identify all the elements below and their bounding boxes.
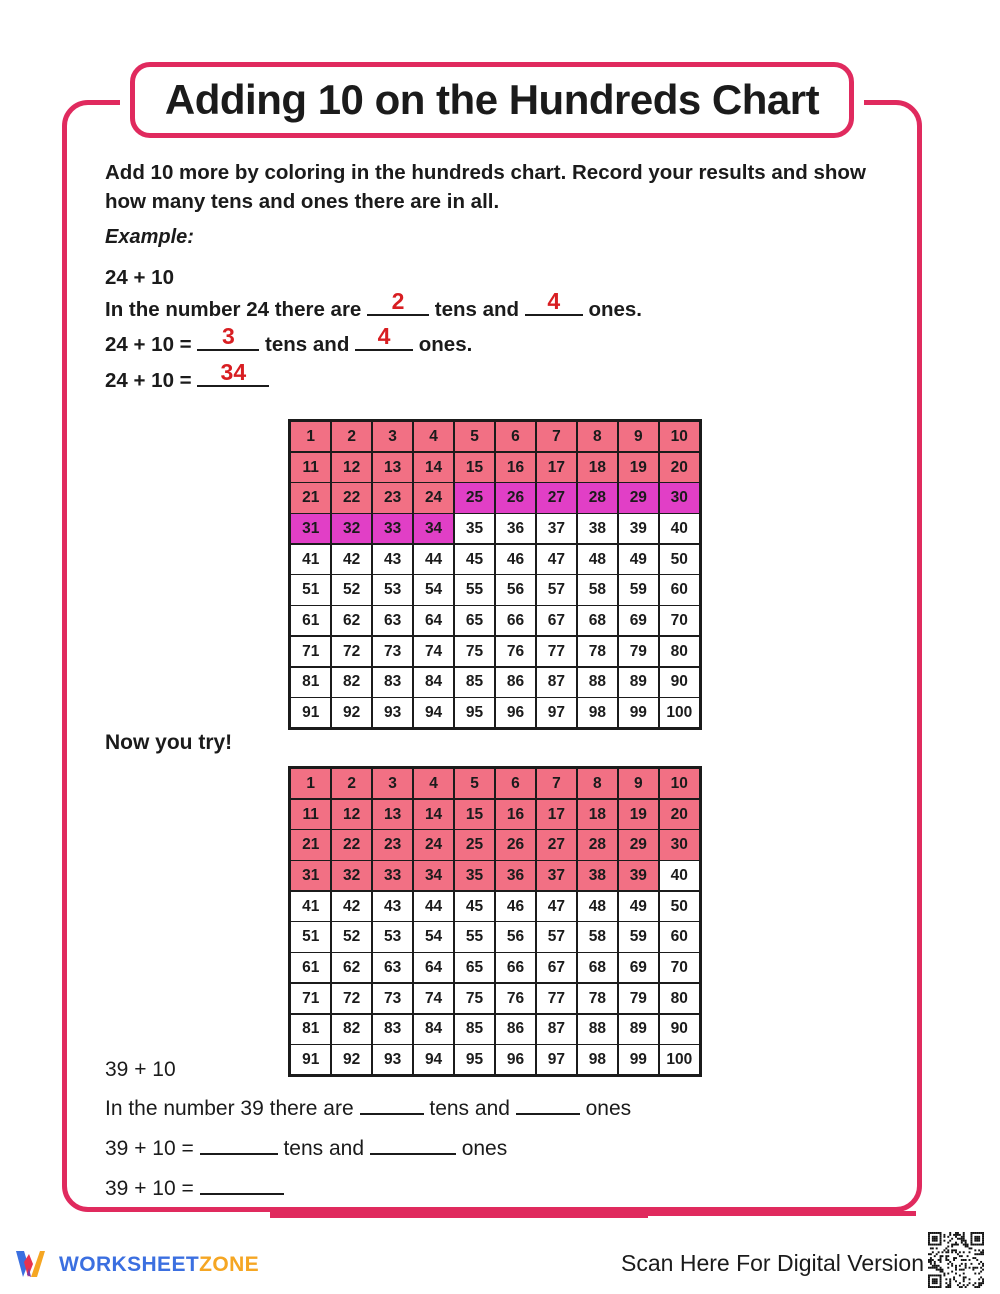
chart-cell[interactable]: 86	[496, 668, 535, 697]
chart-cell[interactable]: 17	[537, 453, 576, 482]
chart-cell[interactable]: 6	[496, 422, 535, 451]
chart-cell[interactable]: 83	[373, 668, 412, 697]
chart-cell[interactable]: 70	[660, 953, 699, 982]
chart-cell[interactable]: 37	[537, 861, 576, 890]
chart-cell[interactable]: 89	[619, 1015, 658, 1044]
chart-cell[interactable]: 44	[414, 892, 453, 921]
chart-cell[interactable]: 1	[291, 422, 330, 451]
chart-cell[interactable]: 60	[660, 575, 699, 604]
chart-cell[interactable]: 51	[291, 922, 330, 951]
chart-cell[interactable]: 30	[660, 483, 699, 512]
chart-cell[interactable]: 3	[373, 422, 412, 451]
scan-prompt-text: Scan Here For Digital Version	[621, 1250, 924, 1276]
instructions-text: Add 10 more by coloring in the hundreds chart. Record your results and show how many tens and ones there are in all.	[105, 161, 866, 214]
chart-cell[interactable]: 32	[332, 514, 371, 543]
chart-cell[interactable]: 33	[373, 861, 412, 890]
chart-cell[interactable]: 35	[455, 514, 494, 543]
chart-cell[interactable]: 8	[578, 769, 617, 798]
chart-cell[interactable]: 79	[619, 984, 658, 1013]
chart-cell[interactable]: 8	[578, 422, 617, 451]
chart-cell[interactable]: 31	[291, 514, 330, 543]
chart-cell[interactable]: 84	[414, 1015, 453, 1044]
chart-cell[interactable]: 23	[373, 830, 412, 859]
chart-cell[interactable]: 81	[291, 668, 330, 697]
chart-cell[interactable]: 40	[660, 514, 699, 543]
chart-cell[interactable]: 71	[291, 637, 330, 666]
chart-cell[interactable]: 81	[291, 1015, 330, 1044]
chart-cell[interactable]: 54	[414, 575, 453, 604]
chart-cell[interactable]: 25	[455, 483, 494, 512]
chart-cell[interactable]: 54	[414, 922, 453, 951]
chart-cell[interactable]: 38	[578, 861, 617, 890]
chart-cell[interactable]: 91	[291, 1045, 330, 1074]
chart-cell[interactable]: 98	[578, 698, 617, 727]
chart-cell[interactable]: 9	[619, 769, 658, 798]
chart-cell[interactable]: 36	[496, 861, 535, 890]
practice-sum-prefix: 39 + 10 =	[105, 1137, 194, 1160]
chart-cell[interactable]: 88	[578, 668, 617, 697]
chart-cell[interactable]: 78	[578, 637, 617, 666]
chart-cell[interactable]: 53	[373, 922, 412, 951]
chart-cell[interactable]: 17	[537, 800, 576, 829]
chart-cell[interactable]: 40	[660, 861, 699, 890]
chart-cell[interactable]: 39	[619, 514, 658, 543]
chart-cell[interactable]: 55	[455, 575, 494, 604]
chart-cell[interactable]: 41	[291, 892, 330, 921]
chart-cell[interactable]: 72	[332, 984, 371, 1013]
chart-cell[interactable]: 75	[455, 637, 494, 666]
chart-cell[interactable]: 93	[373, 698, 412, 727]
chart-cell[interactable]: 70	[660, 606, 699, 635]
chart-cell[interactable]: 7	[537, 769, 576, 798]
example-sum-prefix: 24 + 10 =	[105, 333, 192, 356]
chart-cell[interactable]: 95	[455, 698, 494, 727]
chart-cell[interactable]: 5	[455, 422, 494, 451]
example-decompose-mid: tens and	[434, 298, 520, 321]
chart-cell[interactable]: 57	[537, 922, 576, 951]
chart-cell[interactable]: 5	[455, 769, 494, 798]
chart-cell[interactable]: 52	[332, 575, 371, 604]
chart-cell[interactable]: 63	[373, 606, 412, 635]
chart-cell[interactable]: 28	[578, 483, 617, 512]
chart-cell[interactable]: 92	[332, 1045, 371, 1074]
example-hundreds-chart[interactable]	[288, 419, 702, 730]
practice-problem: 39 + 10	[105, 1058, 176, 1081]
chart-cell[interactable]: 68	[578, 953, 617, 982]
chart-cell[interactable]: 79	[619, 637, 658, 666]
chart-cell[interactable]: 51	[291, 575, 330, 604]
frame-bottom-left-gap-mask	[58, 1216, 98, 1236]
example-sum-mid: tens and	[265, 333, 350, 356]
example-ones-answer: 4	[547, 288, 561, 314]
chart-cell[interactable]: 29	[619, 483, 658, 512]
example-decompose-line	[105, 288, 642, 322]
chart-cell[interactable]: 7	[537, 422, 576, 451]
chart-cell[interactable]: 74	[414, 984, 453, 1013]
chart-cell[interactable]: 48	[578, 545, 617, 574]
chart-cell[interactable]: 63	[373, 953, 412, 982]
chart-cell[interactable]: 25	[455, 830, 494, 859]
chart-cell[interactable]: 76	[496, 637, 535, 666]
chart-cell[interactable]: 10	[660, 769, 699, 798]
chart-cell[interactable]: 50	[660, 545, 699, 574]
chart-cell[interactable]: 86	[496, 1015, 535, 1044]
chart-cell[interactable]: 11	[291, 453, 330, 482]
chart-cell[interactable]: 96	[496, 698, 535, 727]
chart-cell[interactable]: 26	[496, 830, 535, 859]
chart-cell[interactable]: 61	[291, 606, 330, 635]
practice-total-prefix: 39 + 10 =	[105, 1177, 194, 1200]
chart-cell[interactable]: 19	[619, 453, 658, 482]
chart-cell[interactable]: 47	[537, 892, 576, 921]
chart-cell[interactable]: 69	[619, 953, 658, 982]
chart-cell[interactable]: 85	[455, 1015, 494, 1044]
chart-cell[interactable]: 68	[578, 606, 617, 635]
chart-cell[interactable]: 20	[660, 800, 699, 829]
example-sum-suffix: ones.	[418, 333, 473, 356]
chart-cell[interactable]: 91	[291, 698, 330, 727]
chart-cell[interactable]: 58	[578, 575, 617, 604]
chart-cell[interactable]: 71	[291, 984, 330, 1013]
chart-cell[interactable]: 73	[373, 637, 412, 666]
practice-ones-blank[interactable]	[516, 1098, 580, 1115]
chart-cell[interactable]: 60	[660, 922, 699, 951]
chart-cell[interactable]: 46	[496, 545, 535, 574]
chart-cell[interactable]: 18	[578, 453, 617, 482]
chart-cell[interactable]: 80	[660, 984, 699, 1013]
practice-sum-suffix: ones	[461, 1137, 508, 1160]
chart-cell[interactable]: 50	[660, 892, 699, 921]
chart-cell[interactable]: 37	[537, 514, 576, 543]
title-banner	[130, 62, 854, 138]
chart-cell[interactable]: 26	[496, 483, 535, 512]
chart-cell[interactable]: 75	[455, 984, 494, 1013]
chart-cell[interactable]: 22	[332, 483, 371, 512]
chart-cell[interactable]: 77	[537, 637, 576, 666]
chart-cell[interactable]: 10	[660, 422, 699, 451]
chart-cell[interactable]: 28	[578, 830, 617, 859]
chart-cell[interactable]: 64	[414, 606, 453, 635]
chart-cell[interactable]: 15	[455, 800, 494, 829]
practice-decompose-mid: tens and	[429, 1097, 510, 1120]
chart-cell[interactable]: 95	[455, 1045, 494, 1074]
chart-cell[interactable]: 47	[537, 545, 576, 574]
chart-cell[interactable]: 30	[660, 830, 699, 859]
chart-cell[interactable]: 62	[332, 606, 371, 635]
example-label: Example:	[105, 226, 194, 248]
chart-cell[interactable]: 21	[291, 483, 330, 512]
chart-cell[interactable]: 24	[414, 483, 453, 512]
chart-cell[interactable]: 84	[414, 668, 453, 697]
chart-cell[interactable]: 61	[291, 953, 330, 982]
chart-cell[interactable]: 77	[537, 984, 576, 1013]
chart-cell[interactable]: 85	[455, 668, 494, 697]
chart-cell[interactable]: 58	[578, 922, 617, 951]
chart-cell[interactable]: 56	[496, 922, 535, 951]
chart-cell[interactable]: 49	[619, 545, 658, 574]
chart-cell[interactable]: 12	[332, 800, 371, 829]
chart-cell[interactable]: 94	[414, 1045, 453, 1074]
chart-cell[interactable]: 42	[332, 892, 371, 921]
practice-total-line	[105, 1177, 284, 1201]
chart-cell[interactable]: 32	[332, 861, 371, 890]
chart-cell[interactable]: 83	[373, 1015, 412, 1044]
example-sum-tens-blank	[197, 323, 259, 351]
example-total-line	[105, 359, 269, 393]
practice-decompose-prefix: In the number 39 there are	[105, 1097, 354, 1120]
footer-accent-bar	[270, 1209, 648, 1218]
chart-cell[interactable]: 99	[619, 698, 658, 727]
chart-cell[interactable]: 4	[414, 422, 453, 451]
example-sum-decompose-line	[105, 323, 473, 357]
chart-cell[interactable]: 19	[619, 800, 658, 829]
chart-cell[interactable]: 97	[537, 698, 576, 727]
chart-cell[interactable]: 90	[660, 668, 699, 697]
chart-cell[interactable]: 16	[496, 453, 535, 482]
chart-cell[interactable]: 48	[578, 892, 617, 921]
chart-cell[interactable]: 2	[332, 422, 371, 451]
practice-sum-mid: tens and	[283, 1137, 365, 1160]
chart-cell[interactable]: 94	[414, 698, 453, 727]
practice-sum-decompose-line	[105, 1137, 507, 1161]
practice-total-blank[interactable]	[200, 1178, 284, 1195]
example-sum-ones-blank	[355, 323, 413, 351]
chart-cell[interactable]: 66	[496, 953, 535, 982]
chart-cell[interactable]: 13	[373, 453, 412, 482]
example-tens-answer: 2	[391, 288, 405, 314]
chart-cell[interactable]: 100	[660, 698, 699, 727]
chart-cell[interactable]: 13	[373, 800, 412, 829]
chart-cell[interactable]: 15	[455, 453, 494, 482]
chart-cell[interactable]: 74	[414, 637, 453, 666]
qr-code-icon[interactable]	[928, 1232, 984, 1288]
chart-cell[interactable]: 53	[373, 575, 412, 604]
chart-cell[interactable]: 14	[414, 453, 453, 482]
chart-cell[interactable]: 24	[414, 830, 453, 859]
chart-cell[interactable]: 44	[414, 545, 453, 574]
chart-cell[interactable]: 88	[578, 1015, 617, 1044]
example-total-prefix: 24 + 10 =	[105, 369, 192, 392]
chart-cell[interactable]: 67	[537, 953, 576, 982]
chart-cell[interactable]: 82	[332, 1015, 371, 1044]
example-total-blank	[197, 359, 269, 387]
chart-cell[interactable]: 67	[537, 606, 576, 635]
chart-cell[interactable]: 90	[660, 1015, 699, 1044]
example-sum-ones-answer: 4	[377, 323, 391, 349]
chart-cell[interactable]: 98	[578, 1045, 617, 1074]
chart-cell[interactable]: 21	[291, 830, 330, 859]
chart-cell[interactable]: 97	[537, 1045, 576, 1074]
example-sum-tens-answer: 3	[221, 323, 235, 349]
practice-tens-blank[interactable]	[360, 1098, 424, 1115]
chart-cell[interactable]: 31	[291, 861, 330, 890]
chart-cell[interactable]: 87	[537, 668, 576, 697]
chart-cell[interactable]: 18	[578, 800, 617, 829]
chart-cell[interactable]: 27	[537, 483, 576, 512]
chart-cell[interactable]: 1	[291, 769, 330, 798]
chart-cell[interactable]: 23	[373, 483, 412, 512]
example-total-answer: 34	[220, 359, 247, 385]
chart-cell[interactable]: 22	[332, 830, 371, 859]
logo-text	[59, 1254, 259, 1275]
chart-cell[interactable]: 43	[373, 545, 412, 574]
chart-cell[interactable]: 34	[414, 861, 453, 890]
practice-sum-tens-blank[interactable]	[200, 1138, 278, 1155]
chart-cell[interactable]: 36	[496, 514, 535, 543]
logo-text-secondary: ZONE	[199, 1252, 260, 1276]
chart-cell[interactable]: 33	[373, 514, 412, 543]
chart-cell[interactable]: 57	[537, 575, 576, 604]
chart-cell[interactable]: 62	[332, 953, 371, 982]
chart-cell[interactable]: 92	[332, 698, 371, 727]
chart-cell[interactable]: 56	[496, 575, 535, 604]
chart-cell[interactable]: 65	[455, 953, 494, 982]
chart-cell[interactable]: 12	[332, 453, 371, 482]
chart-cell[interactable]: 96	[496, 1045, 535, 1074]
chart-cell[interactable]: 100	[660, 1045, 699, 1074]
example-decompose-suffix: ones.	[588, 298, 642, 321]
example-decompose-prefix: In the number 24 there are	[105, 298, 362, 321]
chart-cell[interactable]: 46	[496, 892, 535, 921]
chart-cell[interactable]: 16	[496, 800, 535, 829]
chart-cell[interactable]: 4	[414, 769, 453, 798]
chart-cell[interactable]: 41	[291, 545, 330, 574]
chart-cell[interactable]: 80	[660, 637, 699, 666]
footer-accent-bar-thin	[648, 1211, 916, 1216]
chart-cell[interactable]: 89	[619, 668, 658, 697]
chart-cell[interactable]: 45	[455, 545, 494, 574]
logo-text-primary: WORKSHEET	[59, 1252, 200, 1276]
site-logo[interactable]	[14, 1248, 259, 1280]
chart-cell[interactable]: 59	[619, 922, 658, 951]
chart-cell[interactable]: 87	[537, 1015, 576, 1044]
practice-decompose-line	[105, 1097, 631, 1121]
chart-cell[interactable]: 35	[455, 861, 494, 890]
chart-cell[interactable]: 29	[619, 830, 658, 859]
chart-cell[interactable]: 69	[619, 606, 658, 635]
worksheet-zone-logo-icon	[14, 1248, 50, 1280]
chart-cell[interactable]: 66	[496, 606, 535, 635]
chart-cell[interactable]: 93	[373, 1045, 412, 1074]
chart-cell[interactable]: 20	[660, 453, 699, 482]
chart-cell[interactable]: 9	[619, 422, 658, 451]
page-title: Adding 10 on the Hundreds Chart	[164, 76, 820, 123]
chart-cell[interactable]: 99	[619, 1045, 658, 1074]
chart-cell[interactable]: 38	[578, 514, 617, 543]
chart-cell[interactable]: 45	[455, 892, 494, 921]
chart-cell[interactable]: 73	[373, 984, 412, 1013]
chart-cell[interactable]: 14	[414, 800, 453, 829]
chart-cell[interactable]: 34	[414, 514, 453, 543]
chart-cell[interactable]: 59	[619, 575, 658, 604]
example-tens-blank	[367, 288, 429, 316]
chart-cell[interactable]: 2	[332, 769, 371, 798]
practice-sum-ones-blank[interactable]	[370, 1138, 456, 1155]
chart-cell[interactable]: 76	[496, 984, 535, 1013]
chart-cell[interactable]: 78	[578, 984, 617, 1013]
chart-cell[interactable]: 72	[332, 637, 371, 666]
chart-cell[interactable]: 43	[373, 892, 412, 921]
example-ones-blank	[525, 288, 583, 316]
now-you-try-heading: Now you try!	[105, 731, 233, 754]
chart-cell[interactable]: 65	[455, 606, 494, 635]
practice-hundreds-chart[interactable]	[288, 766, 702, 1077]
chart-cell[interactable]: 11	[291, 800, 330, 829]
chart-cell[interactable]: 55	[455, 922, 494, 951]
chart-cell[interactable]: 42	[332, 545, 371, 574]
chart-cell[interactable]: 3	[373, 769, 412, 798]
chart-cell[interactable]: 52	[332, 922, 371, 951]
chart-cell[interactable]: 27	[537, 830, 576, 859]
chart-cell[interactable]: 49	[619, 892, 658, 921]
chart-cell[interactable]: 82	[332, 668, 371, 697]
practice-decompose-suffix: ones	[585, 1097, 632, 1120]
chart-cell[interactable]: 39	[619, 861, 658, 890]
example-problem: 24 + 10	[105, 266, 174, 289]
chart-cell[interactable]: 64	[414, 953, 453, 982]
chart-cell[interactable]: 6	[496, 769, 535, 798]
